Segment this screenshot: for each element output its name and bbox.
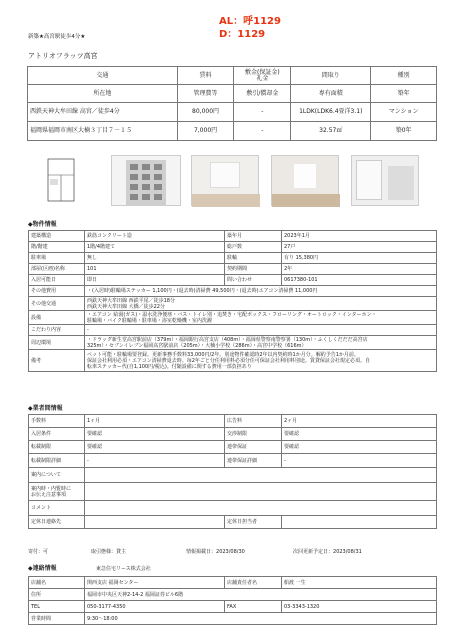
guarantor-detail-value: -: [282, 454, 437, 468]
fax-label: FAX: [225, 601, 282, 613]
wall-icon: [388, 166, 414, 200]
holiday-contact-label: 定休日連絡先: [29, 516, 85, 529]
built-label: 築年月: [225, 231, 282, 242]
type-header: 種別: [371, 67, 437, 85]
contact-section-title: ◆連絡情報: [28, 565, 57, 572]
deposit-key-header: 敷金(保証金) 礼金: [234, 67, 291, 85]
movein-label: 入居可能日: [29, 275, 85, 286]
cost-value: ・(入居時)駐輪場ステッカー 1,100円・(退去時)清掃費 49,500円・(退去時)エアコン清掃費 11,000円: [85, 286, 437, 297]
building-image-icon: [112, 156, 182, 207]
room-photo-2[interactable]: [271, 155, 339, 206]
structure-value: 鉄筋コンクリート造: [85, 231, 225, 242]
rent-header: 賃料: [177, 67, 234, 85]
floor-label: 階/階建: [29, 242, 85, 253]
manager-value: 船渡 一生: [282, 577, 437, 589]
guarantor-value: 要確認: [282, 441, 437, 454]
contract-value: 2年: [282, 264, 437, 275]
window-icon: [294, 164, 316, 188]
built-value: 2023年1月: [282, 231, 437, 242]
al-code: AL：呼1129: [219, 16, 281, 27]
tel-label: TEL: [29, 601, 85, 613]
floorplan-icon: [30, 155, 92, 206]
transfer-detail-value: -: [85, 454, 225, 468]
summary-table: [27, 66, 437, 141]
address-value: 福岡県福岡市南区大楠３丁目７－１５: [28, 122, 178, 141]
room-photo-1[interactable]: [191, 155, 259, 206]
bike-value: 有り 15,380円: [282, 253, 437, 264]
fax-value: 03-3343-1320: [282, 601, 437, 613]
detail-value: -: [85, 325, 437, 336]
hours-label: 営業時間: [29, 613, 85, 625]
condition-label: 入居条件: [29, 428, 85, 441]
guide-detail-label: 案内時・内覧時に お伝え注意事項: [29, 483, 85, 501]
rent-value: 80,000円: [177, 103, 234, 122]
comment-label: コメント: [29, 501, 85, 516]
address-label: 住所: [29, 589, 85, 601]
tel-value[interactable]: 050-3177-4350: [85, 601, 225, 613]
layout-header: 間取り: [291, 67, 371, 85]
property-name: アトリオフラッツ高宮: [28, 52, 98, 60]
parking-value: 無し: [85, 253, 225, 264]
guarantor-detail-label: 連帯保証詳細: [225, 454, 282, 468]
layout-value: 1LDK(LDK6.4畳洋3.1): [291, 103, 371, 122]
age-value: 築0年: [371, 122, 437, 141]
comment-value: [85, 501, 437, 516]
age-header: 築年: [371, 85, 437, 103]
store-value: 関西支店 福岡センター: [85, 577, 225, 589]
detail-label: こだわり内容: [29, 325, 85, 336]
structure-label: 建築構造: [29, 231, 85, 242]
store-label: 店舗名: [29, 577, 85, 589]
mgmt-value: 7,000円: [177, 122, 234, 141]
area-header: 専有面積: [291, 85, 371, 103]
building-photo[interactable]: [111, 155, 181, 206]
info-date: 情報掲載日：2023/08/30: [186, 549, 245, 555]
door-icon: [356, 160, 382, 200]
floorplan-thumbnail[interactable]: [30, 155, 92, 206]
hours-value: 9:30～18:00: [85, 613, 437, 625]
transfer-value: 要確認: [85, 441, 225, 454]
manager-label: 店舗責任者名: [225, 577, 282, 589]
ad-value: 2ヶ月: [282, 415, 437, 428]
negotiation-label: 交渉制限: [225, 428, 282, 441]
address-value: 福岡市中央区天神2-14-2 福岡証券ビル6階: [85, 589, 437, 601]
area-value: 32.57㎡: [291, 122, 371, 141]
inquiry-label: 問い合わせ: [225, 275, 282, 286]
floor-icon: [192, 194, 260, 207]
facility-value: ・エアコン 給湯(ガス)・温水洗浄便座・バス・トイレ別・追焚き・宅配ボックス・フローリング・オートロック・インターホン・ 駐輪場・バイク駐輪場・駐車場・浴室乾燥機・室内洗濯: [85, 311, 437, 325]
guide-value: [85, 468, 437, 483]
cost-label: その他費用: [29, 286, 85, 297]
address-header: 所在地: [28, 85, 178, 103]
window-icon: [210, 162, 240, 188]
business-section-title: ◆業者間情報: [28, 405, 63, 412]
deal-type: 取引態様：貸主: [91, 549, 127, 555]
property-info-table: [28, 230, 437, 372]
mgmt-header: 管理費等: [177, 85, 234, 103]
transfer-detail-label: 転載制限詳細: [29, 454, 85, 468]
access-header: 交通: [28, 67, 178, 85]
deduct-header: 敷引/償却金: [234, 85, 291, 103]
note-value: ペット可能・駐輪場要登録。更新事務手数料33,000円/2年。別途物件確認時2年以内契約時1か月分。解約予告1か月前。 保証会社利用必須・エアコン清掃費退去時。毎2年ごと分任利用料必須分任可保証会社利用料別途。賃貸保証会社規定必須。自 転車ステッカー代(自1,100円/税込)。付随設備に関する費用一部負担あり: [85, 350, 437, 372]
holiday-staff-value: [282, 516, 437, 529]
ad-label: 広告料: [225, 415, 282, 428]
tagline: 新築★高宮駅徒歩4分★: [28, 34, 86, 40]
holiday-staff-label: 定休日担当者: [225, 516, 282, 529]
traffic-label: その他交通: [29, 297, 85, 311]
units-value: 27戸: [282, 242, 437, 253]
access-value: 西鉄天神大牟田線 高宮／徒歩4分: [28, 103, 178, 122]
guide-detail-value: [85, 483, 437, 501]
room-label: 部屋(区画)名称: [29, 264, 85, 275]
floor-value: 1階/4階建て: [85, 242, 225, 253]
business-info-table: [28, 414, 437, 529]
guide-label: 案内について: [29, 468, 85, 483]
bike-label: 駐輪: [225, 253, 282, 264]
environment-label: 周辺環境: [29, 336, 85, 350]
next-update: 次回更新予定日：2023/08/31: [293, 549, 362, 555]
parking-label: 駐車場: [29, 253, 85, 264]
facility-label: 設備: [29, 311, 85, 325]
property-section-title: ◆物件情報: [28, 221, 57, 228]
note-label: 備考: [29, 350, 85, 372]
fee-label: 手数料: [29, 415, 85, 428]
traffic-value: 西鉄天神大牟田線 西鉄平尾／徒歩18分 西鉄天神大牟田線 大橋／徒歩22分: [85, 297, 437, 311]
type-value: マンション: [371, 103, 437, 122]
holiday-contact-value: [85, 516, 225, 529]
inquiry-value: 0617380-101: [282, 275, 437, 286]
condition-value: 要確認: [85, 428, 225, 441]
environment-value: ・ドラッグ新生堂高宮駅前店（379m）・福岡銀行高宮支店（408m）・福岡県警察南警察署（130m）・ふくしくだだだ高宮店 325m）・セブンイレブン福岡高宮駅前店（205m）・大楠小学校（286m）・高宮中学校（616m）: [85, 336, 437, 350]
remark: 寄付：可: [28, 549, 49, 555]
contact-table: [28, 576, 437, 625]
guarantor-label: 連帯保証: [225, 441, 282, 454]
transfer-label: 転載制限: [29, 441, 85, 454]
units-label: 総戸数: [225, 242, 282, 253]
room-value: 101: [85, 264, 225, 275]
deposit-value: -: [234, 103, 291, 122]
contract-label: 契約期間: [225, 264, 282, 275]
d-code: D：1129: [219, 29, 266, 40]
floor-icon: [272, 194, 340, 207]
company-name: 東急住宅リース株式会社: [96, 566, 151, 572]
movein-value: 即日: [85, 275, 225, 286]
room-photo-3[interactable]: [351, 155, 419, 206]
key-value: -: [234, 122, 291, 141]
negotiation-value: 要確認: [282, 428, 437, 441]
fee-value: 1ヶ月: [85, 415, 225, 428]
